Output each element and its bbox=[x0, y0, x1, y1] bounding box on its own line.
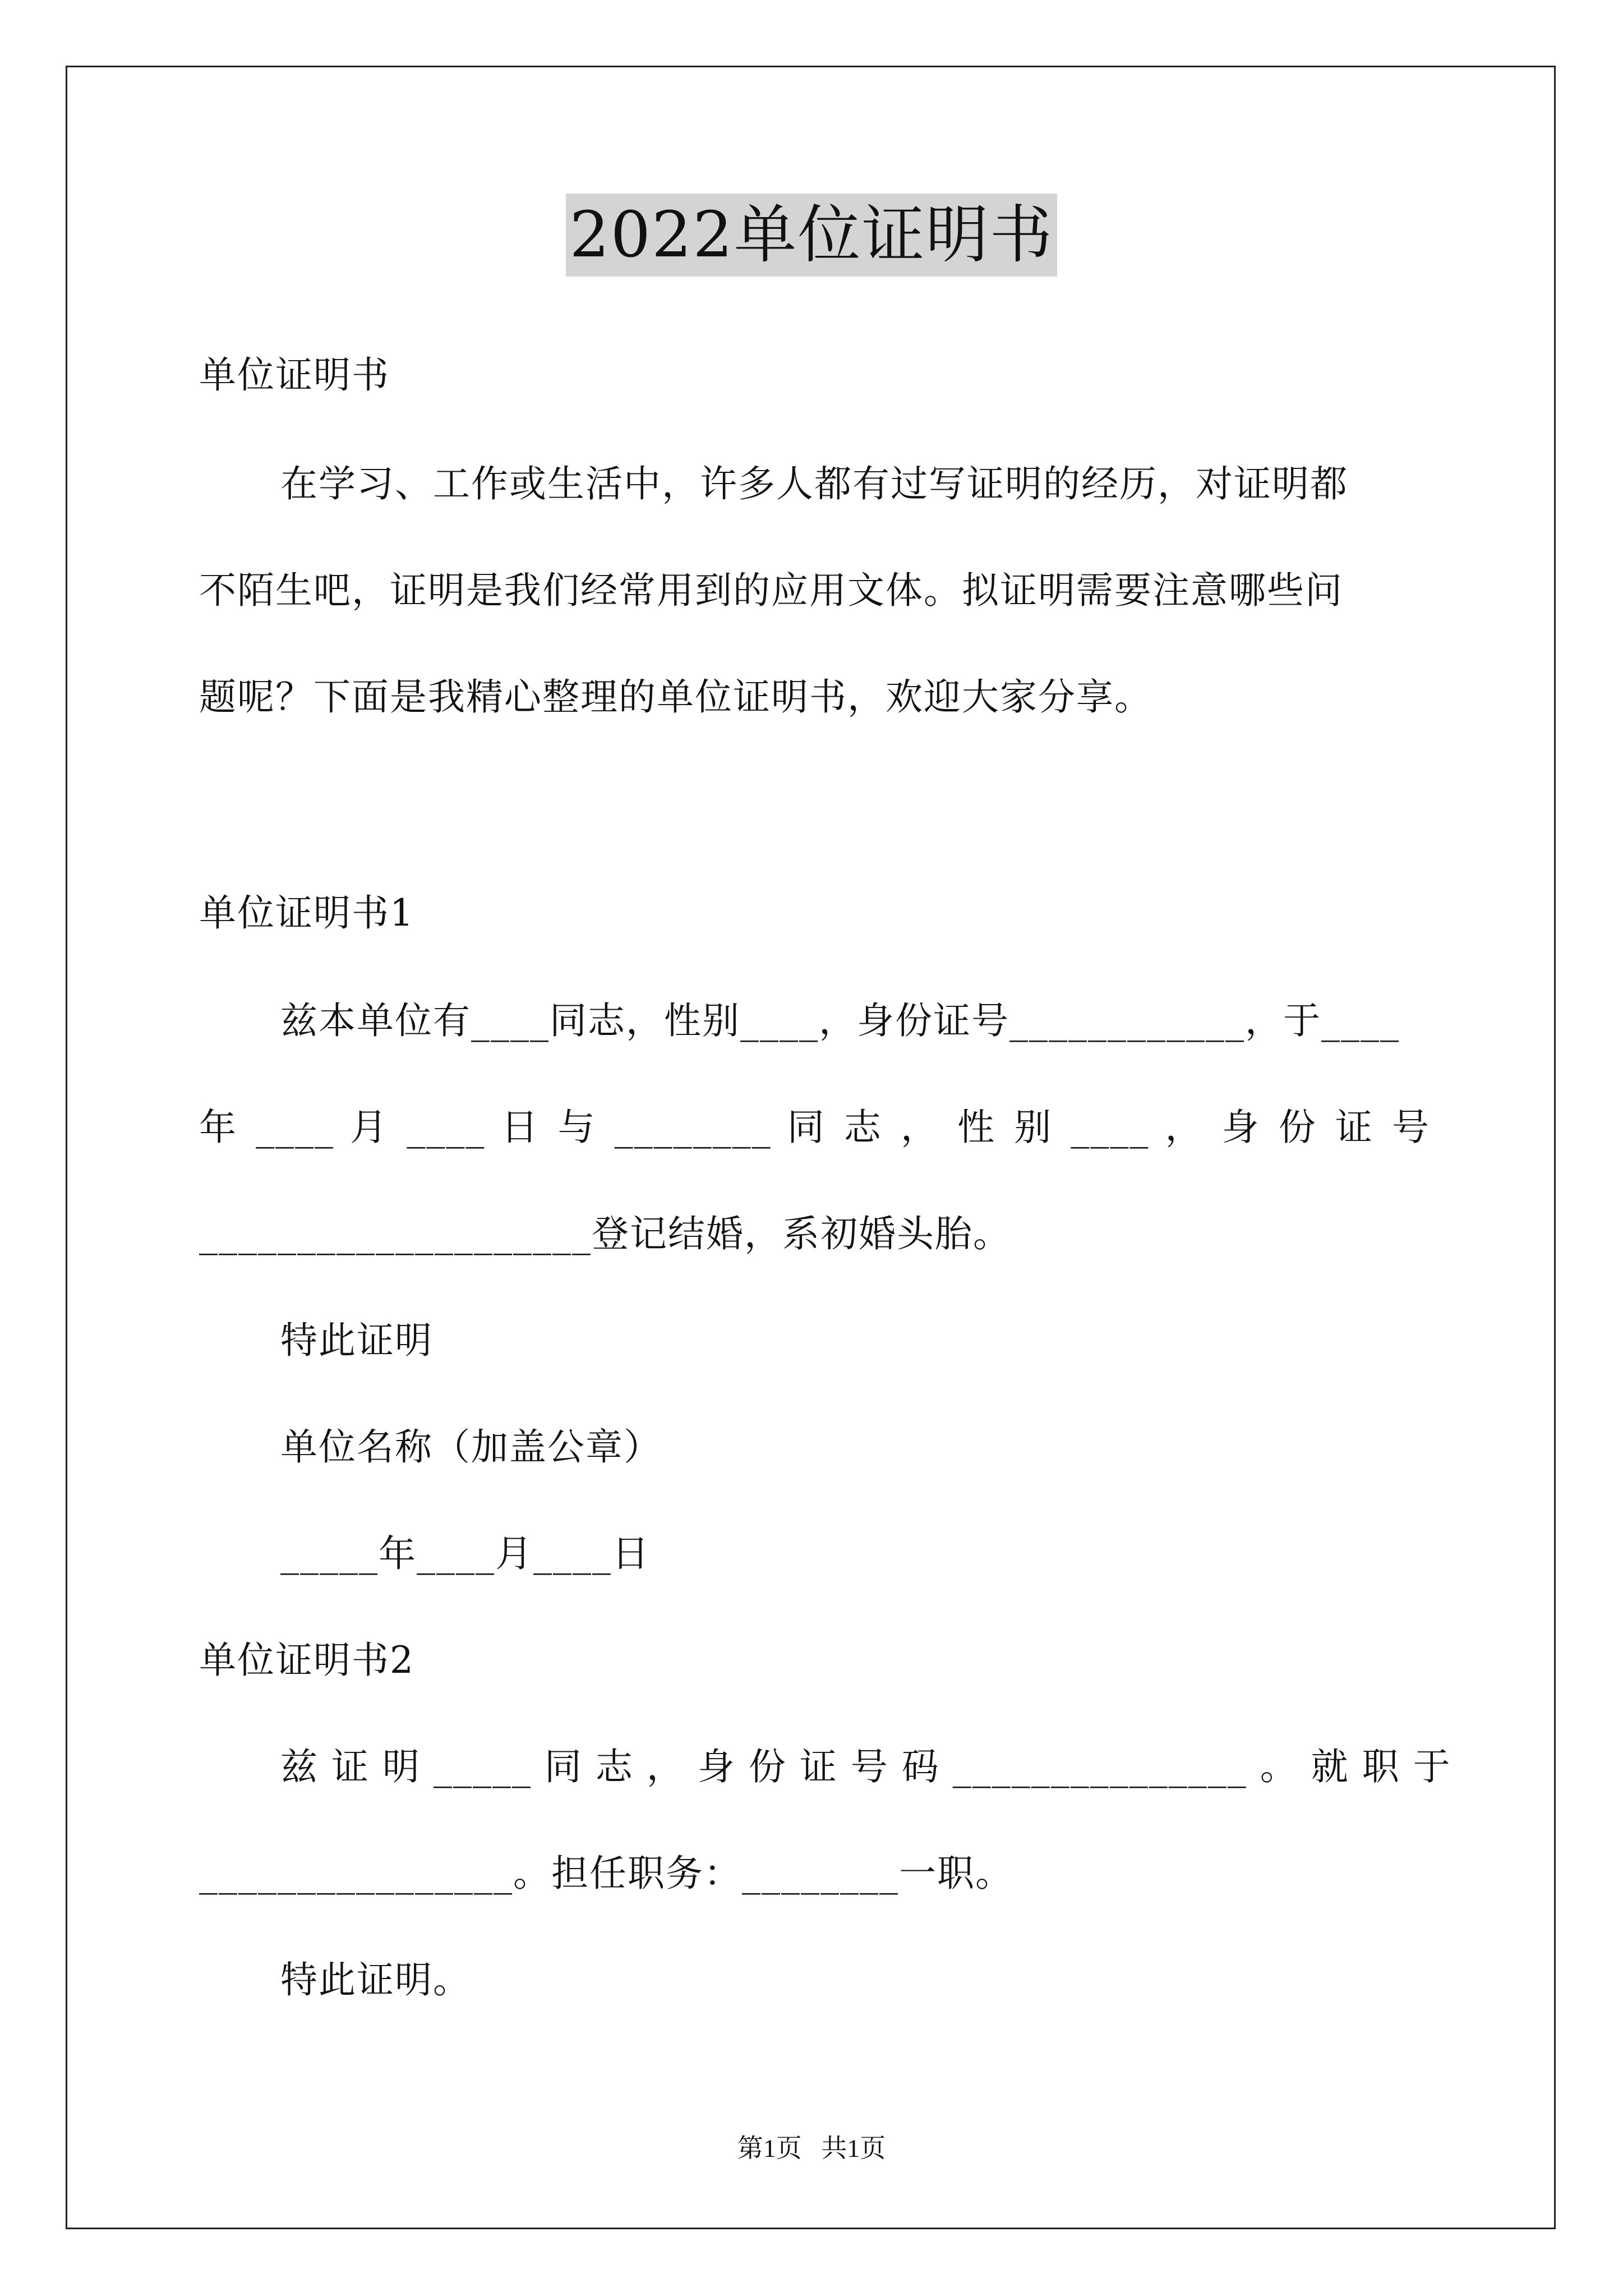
section1-line-3: ____________________登记结婚，系初婚头胎。 bbox=[199, 1212, 1011, 1255]
intro-line-3: 题呢？下面是我精心整理的单位证明书，欢迎大家分享。 bbox=[199, 675, 1152, 719]
document-title: 2022单位证明书 bbox=[566, 194, 1057, 277]
section1-date: _____年____月____日 bbox=[280, 1532, 650, 1575]
section1-heading: 单位证明书1 bbox=[199, 891, 414, 935]
page-footer: 第1页 共1页 bbox=[737, 2134, 886, 2162]
section1-org-name: 单位名称（加盖公章） bbox=[280, 1425, 662, 1469]
title-container bbox=[0, 194, 1623, 277]
section1-closing: 特此证明 bbox=[280, 1319, 433, 1362]
section2-line-1: 兹 证 明 _____ 同 志 ， 身 份 证 号 码 _______________ 。 就 职 于 bbox=[280, 1745, 1451, 1788]
section2-closing: 特此证明。 bbox=[280, 1958, 471, 2001]
section1-line-2: 年 ____ 月 ____ 日 与 ________ 同 志 ， 性 别 ____ ， 身 份 证 号 bbox=[199, 1106, 1430, 1149]
section1-line-1: 兹本单位有____同志，性别____，身份证号____________，于____ bbox=[280, 999, 1400, 1042]
subtitle: 单位证明书 bbox=[199, 353, 390, 397]
intro-line-2: 不陌生吧，证明是我们经常用到的应用文体。拟证明需要注意哪些问 bbox=[199, 569, 1343, 612]
section2-heading: 单位证明书2 bbox=[199, 1639, 414, 1682]
section2-line-2: ________________。担任职务：________一职。 bbox=[199, 1852, 1013, 1895]
intro-line-1: 在学习、工作或生活中，许多人都有过写证明的经历，对证明都 bbox=[280, 462, 1348, 505]
